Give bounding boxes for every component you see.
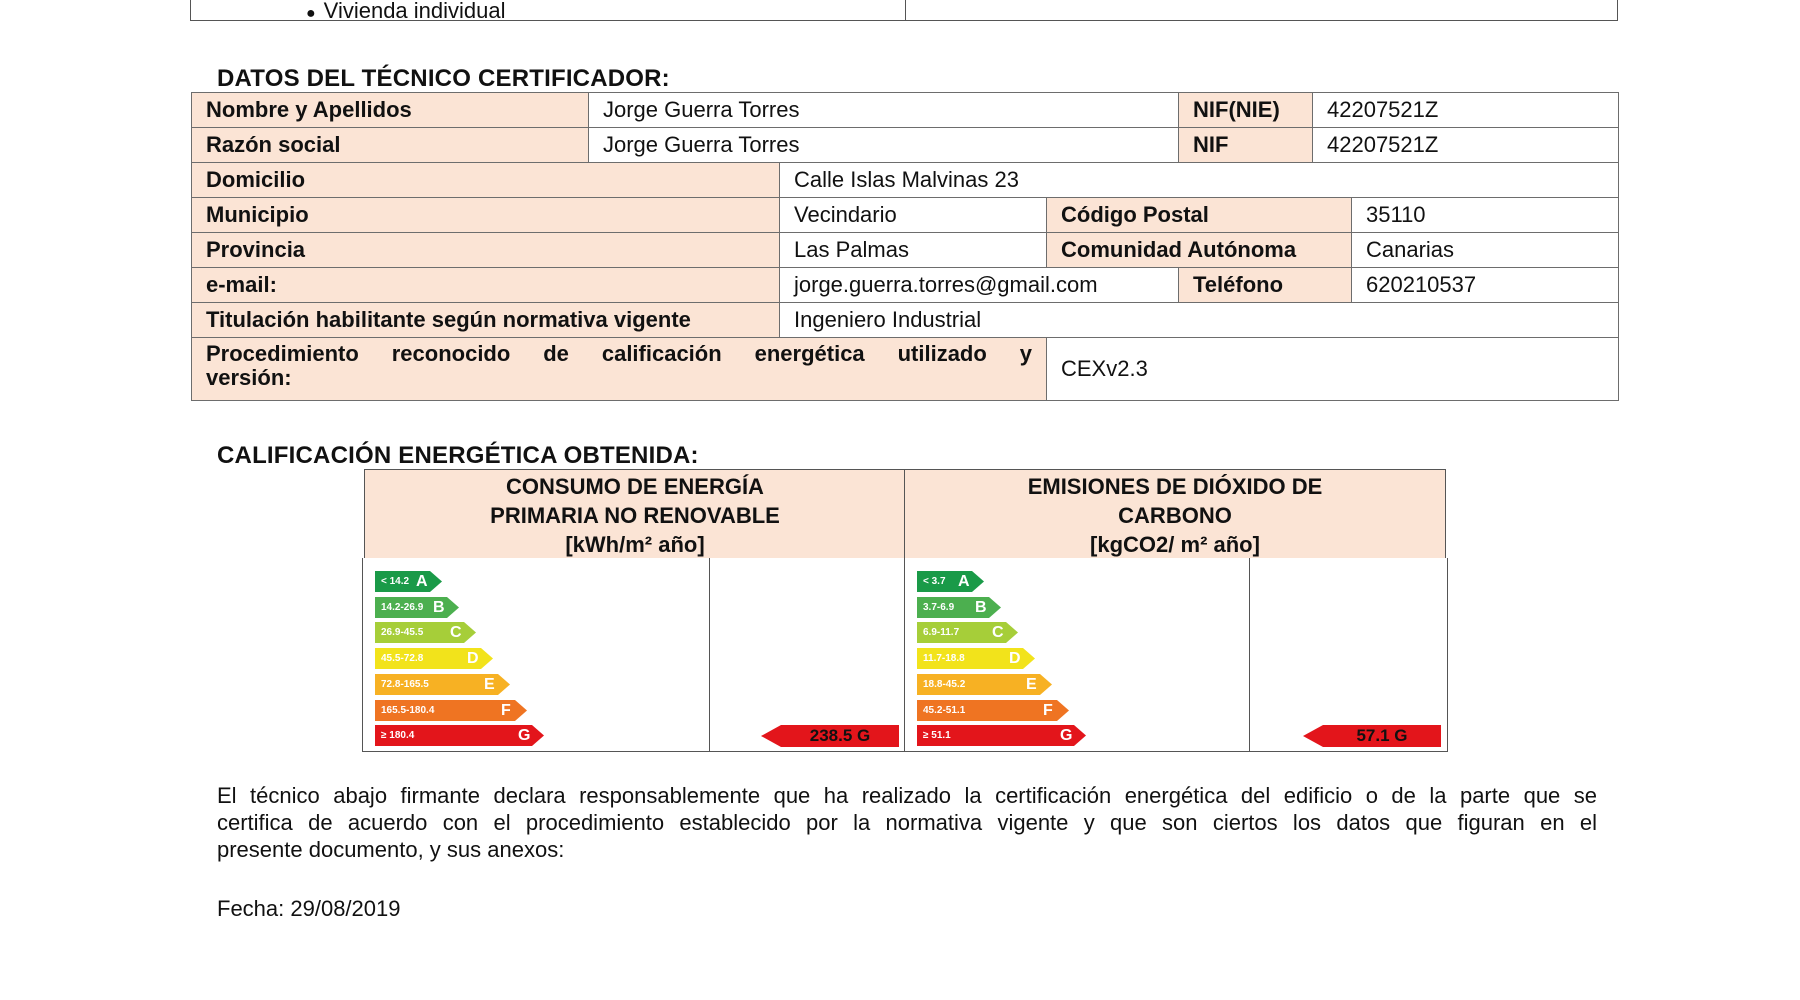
scale-letter-label: A (958, 573, 970, 590)
value-comunidad: Canarias (1351, 232, 1619, 268)
energy-rating-panel (362, 558, 906, 752)
emissions-result-arrow (1323, 725, 1441, 747)
emissions-title-line2: CARBONO (1118, 503, 1232, 528)
bullet-icon: ● (306, 5, 316, 22)
scale-letter-label: F (501, 701, 511, 719)
value-telefono: 620210537 (1351, 267, 1619, 303)
scale-bar-b (917, 597, 1001, 618)
scale-letter-label: A (416, 573, 428, 590)
scale-range-label: 26.9-45.5 (381, 627, 424, 639)
scale-letter-label: B (433, 598, 445, 616)
value-provincia: Las Palmas (779, 232, 1047, 268)
value-domicilio: Calle Islas Malvinas 23 (779, 162, 1619, 198)
label-titulacion: Titulación habilitante según normativa vigente (191, 302, 780, 338)
emissions-result-value: 57.1 G (1356, 726, 1408, 746)
scale-letter-label: D (467, 650, 479, 668)
scale-letter-label: G (518, 727, 531, 745)
table-divider (905, 0, 906, 20)
energy-result-arrow (781, 725, 899, 747)
label-razon-social: Razón social (191, 127, 589, 163)
label-comunidad: Comunidad Autónoma (1046, 232, 1352, 268)
arrow-tip (1303, 725, 1323, 747)
scale-letter-label: C (450, 624, 462, 642)
scale-range-label: 6.9-11.7 (923, 627, 960, 639)
declaration-line: certifica de acuerdo con el procedimiento establecido por la normativa vigente y que son ciertos los datos que figuran en el (217, 810, 1597, 835)
value-razon-social: Jorge Guerra Torres (588, 127, 1179, 163)
scale-range-label: 72.8-165.5 (381, 678, 429, 690)
label-nombre: Nombre y Apellidos (191, 92, 589, 128)
scale-bar-a (917, 571, 984, 592)
panel-divider (1249, 558, 1250, 751)
value-procedimiento: CEXv2.3 (1046, 337, 1619, 401)
scale-letter-label: F (1043, 701, 1053, 719)
energy-unit: [kWh/m² año] (565, 532, 705, 557)
procedimiento-word: calificación (601, 341, 722, 366)
scale-letter-label: E (484, 675, 495, 693)
scale-bar-f (917, 700, 1069, 721)
energy-header (364, 469, 906, 559)
scale-range-label: 3.7-6.9 (923, 601, 955, 613)
energy-title-line1: CONSUMO DE ENERGÍA (506, 474, 764, 499)
procedimiento-line-2: versión: (206, 365, 292, 390)
label-nif: NIF (1178, 127, 1313, 163)
energy-title-line2: PRIMARIA NO RENOVABLE (490, 503, 780, 528)
energy-result-value: 238.5 G (809, 726, 871, 746)
scale-bar-a (375, 571, 442, 592)
scale-range-label: ≥ 180.4 (381, 730, 415, 742)
procedimiento-word: Procedimiento (206, 341, 359, 366)
emissions-rating-panel (904, 558, 1448, 752)
procedimiento-word: utilizado (897, 341, 987, 366)
fecha-text: Fecha: 29/08/2019 (217, 896, 401, 921)
procedimiento-word: y (1019, 341, 1032, 366)
emissions-unit: [kgCO2/ m² año] (1090, 532, 1260, 557)
scale-bar-d (375, 648, 493, 669)
value-nif: 42207521Z (1312, 127, 1619, 163)
scale-range-label: 14.2-26.9 (381, 601, 424, 613)
value-email: jorge.guerra.torres@gmail.com (779, 267, 1179, 303)
previous-table-remnant (190, 0, 1618, 21)
arrow-tip (761, 725, 781, 747)
declaration-text (217, 782, 1597, 863)
panel-divider (709, 558, 710, 751)
scale-letter-label: D (1009, 650, 1021, 668)
declaration-line: El técnico abajo firmante declara responsablemente que ha realizado la certificación energética del edificio o de la parte que se (217, 783, 1597, 808)
scale-bar-e (917, 674, 1052, 695)
section-heading-rating: CALIFICACIÓN ENERGÉTICA OBTENIDA: (217, 442, 699, 469)
scale-range-label: 11.7-18.8 (923, 653, 965, 665)
scale-bar-d (917, 648, 1035, 669)
scale-range-label: < 3.7 (923, 576, 946, 587)
scale-bar-g (375, 725, 544, 746)
label-codigo-postal: Código Postal (1046, 197, 1352, 233)
value-nif-nie: 42207521Z (1312, 92, 1619, 128)
value-titulacion: Ingeniero Industrial (779, 302, 1619, 338)
scale-bar-e (375, 674, 510, 695)
declaration-line: presente documento, y sus anexos: (217, 837, 565, 862)
label-nif-nie: NIF(NIE) (1178, 92, 1313, 128)
list-item (306, 0, 506, 26)
label-domicilio: Domicilio (191, 162, 780, 198)
section-heading-technician: DATOS DEL TÉCNICO CERTIFICADOR: (217, 65, 670, 92)
label-municipio: Municipio (191, 197, 780, 233)
procedimiento-line-1 (206, 342, 1032, 366)
scale-range-label: 45.2-51.1 (923, 704, 966, 716)
procedimiento-word: reconocido (391, 341, 511, 366)
scale-range-label: 165.5-180.4 (381, 704, 435, 716)
label-provincia: Provincia (191, 232, 780, 268)
value-nombre: Jorge Guerra Torres (588, 92, 1179, 128)
scale-bar-b (375, 597, 459, 618)
scale-range-label: ≥ 51.1 (923, 730, 951, 742)
emissions-header (904, 469, 1446, 559)
emissions-title-line1: EMISIONES DE DIÓXIDO DE (1027, 474, 1323, 499)
scale-range-label: 45.5-72.8 (381, 653, 424, 665)
scale-bar-c (917, 622, 1018, 643)
scale-letter-label: B (975, 598, 987, 616)
label-email: e-mail: (191, 267, 780, 303)
procedimiento-word: de (543, 341, 569, 366)
scale-letter-label: E (1026, 675, 1037, 693)
scale-range-label: < 14.2 (381, 576, 410, 587)
scale-range-label: 18.8-45.2 (923, 678, 966, 690)
list-item-label: Vivienda individual (323, 0, 506, 23)
scale-bar-g (917, 725, 1086, 746)
scale-letter-label: G (1060, 727, 1073, 745)
label-procedimiento (191, 337, 1047, 401)
scale-letter-label: C (992, 624, 1004, 642)
value-municipio: Vecindario (779, 197, 1047, 233)
procedimiento-word: energética (754, 341, 865, 366)
label-telefono: Teléfono (1178, 267, 1352, 303)
scale-bar-f (375, 700, 527, 721)
scale-bar-c (375, 622, 476, 643)
value-codigo-postal: 35110 (1351, 197, 1619, 233)
